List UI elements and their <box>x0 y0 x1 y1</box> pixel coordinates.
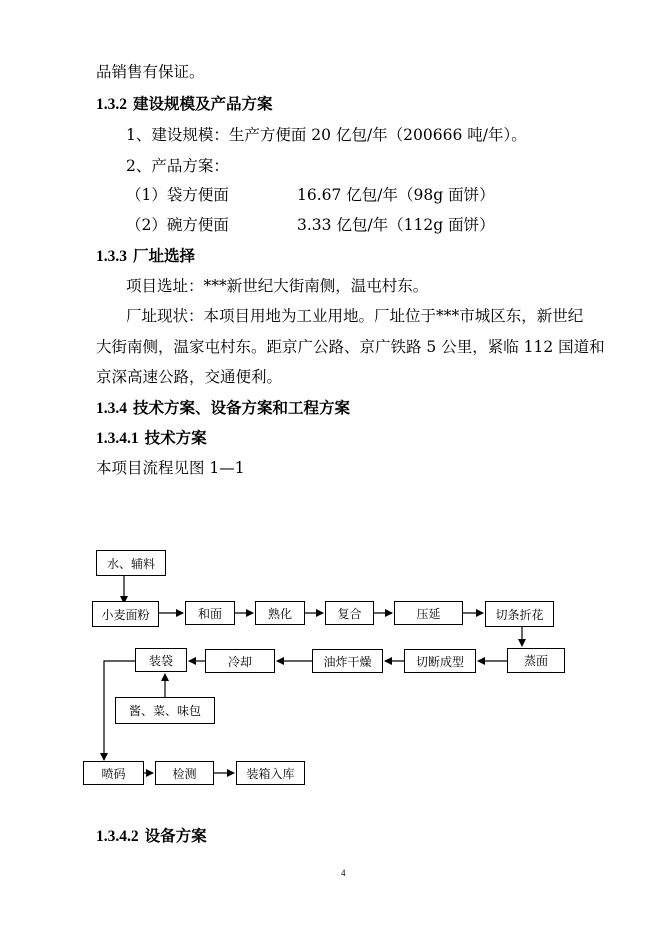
heading-1-3-4 <box>96 398 350 419</box>
heading-1-3-2 <box>96 94 273 115</box>
product-2-name: （2）碗方便面 <box>126 216 229 234</box>
product-1-name: （1）袋方便面 <box>126 186 229 204</box>
box-frying-drying: 油炸干燥 <box>312 649 383 673</box>
box-coding: 喷码 <box>83 761 144 785</box>
heading-title: 设备方案 <box>144 826 207 845</box>
box-sauce-vegetable-seasoning: 酱、菜、味包 <box>115 697 215 724</box>
heading-number: 1.3.4.2 <box>96 828 139 845</box>
product-2-value: 3.33 亿包/年（112g 面饼） <box>297 216 495 234</box>
flow-reference: 本项目流程见图 1—1 <box>96 459 245 477</box>
construction-scale: 1、建设规模：生产方便面 20 亿包/年（200666 吨/年）。 <box>126 126 527 144</box>
continued-text: 品销售有保证。 <box>96 63 205 81</box>
box-maturing: 熟化 <box>255 601 305 625</box>
heading-title: 技术方案 <box>144 428 207 447</box>
heading-number: 1.3.4.1 <box>96 430 139 447</box>
box-mixing: 和面 <box>185 601 235 625</box>
heading-1-3-4-2 <box>96 826 207 847</box>
heading-title: 建设规模及产品方案 <box>133 94 273 113</box>
box-steaming: 蒸面 <box>507 648 565 673</box>
box-pressing: 压延 <box>394 601 463 625</box>
box-cutting-shaping: 切断成型 <box>404 649 476 673</box>
site-location: 项目选址：***新世纪大街南侧，温屯村东。 <box>126 277 429 295</box>
site-status-line-3: 京深高速公路，交通便利。 <box>96 368 283 386</box>
box-cutting-folding: 切条折花 <box>485 601 554 627</box>
heading-title: 技术方案、设备方案和工程方案 <box>133 398 351 417</box>
site-status-line-1: 厂址现状：本项目用地为工业用地。厂址位于***市城区东，新世纪 <box>126 307 584 325</box>
product-1-value: 16.67 亿包/年（98g 面饼） <box>297 186 495 204</box>
box-boxing-warehousing: 装箱入库 <box>236 761 305 785</box>
heading-number: 1.3.2 <box>96 96 127 113</box>
box-cooling: 冷却 <box>205 649 275 673</box>
product-plan-label: 2、产品方案： <box>126 157 229 175</box>
heading-number: 1.3.4 <box>96 400 127 417</box>
heading-1-3-3 <box>96 246 195 267</box>
site-status-line-2: 大街南侧，温家屯村东。距京广公路、京广铁路 5 公里，紧临 112 国道和 <box>96 338 605 356</box>
heading-1-3-4-1 <box>96 428 207 449</box>
heading-number: 1.3.3 <box>96 248 127 265</box>
heading-title: 厂址选择 <box>133 246 196 265</box>
box-bagging: 装袋 <box>135 648 187 672</box>
box-water-auxiliary: 水、辅料 <box>96 550 166 576</box>
page-number: 4 <box>341 868 346 878</box>
box-compounding: 复合 <box>325 601 374 625</box>
box-inspection: 检测 <box>155 761 214 785</box>
box-wheat-flour: 小麦面粉 <box>92 601 159 627</box>
